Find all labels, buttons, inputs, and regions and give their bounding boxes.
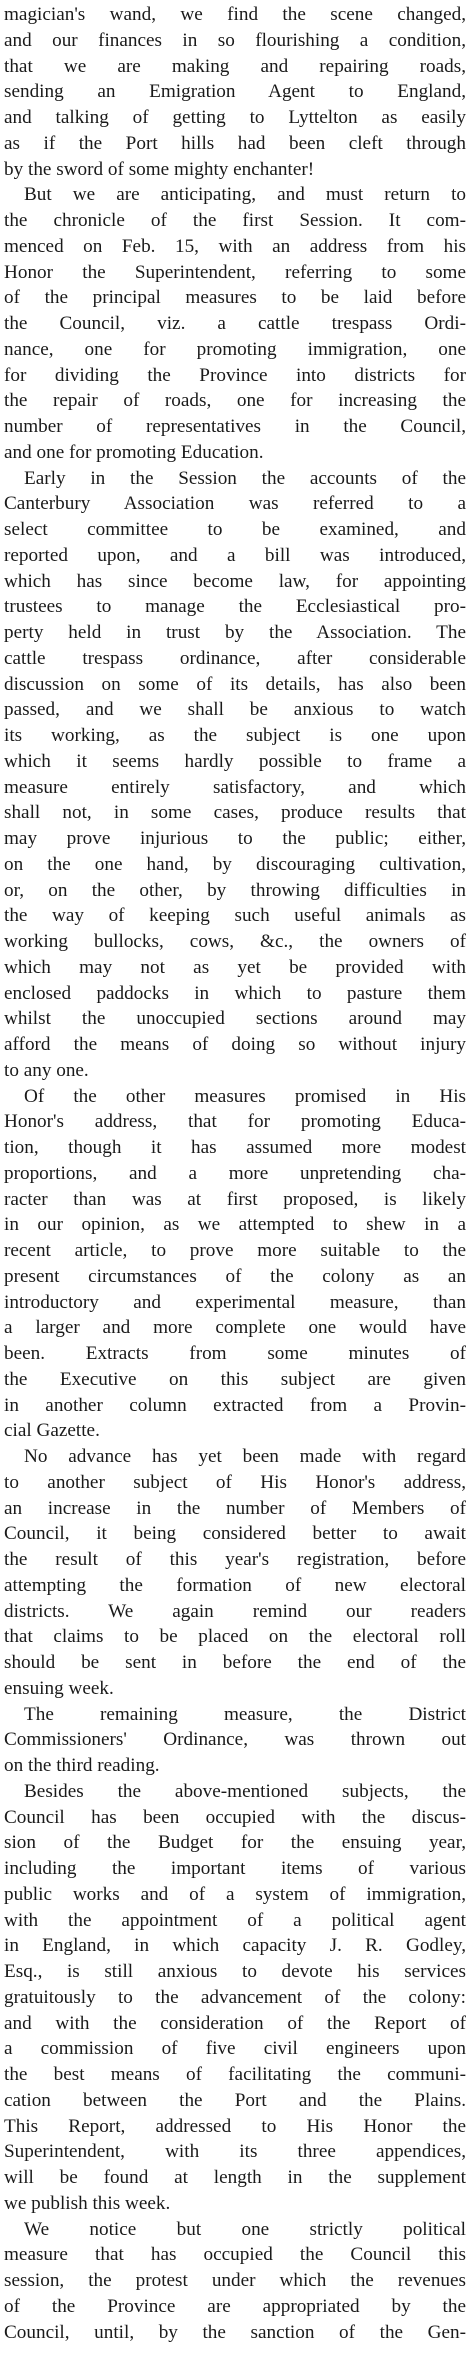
text-line: as if the Port hills had been cleft through bbox=[4, 132, 466, 154]
text-line: session, the protest under which the revenues bbox=[4, 2270, 466, 2291]
text-line: We notice but one strictly political bbox=[24, 2218, 466, 2240]
article-paragraph bbox=[4, 1084, 466, 1445]
text-line: number of representatives in the Council, bbox=[4, 416, 466, 437]
text-line: to another subject of His Honor's address, bbox=[4, 1471, 466, 1493]
text-line: cial Gazette. bbox=[4, 1420, 100, 1442]
text-line: which may not as yet be provided with bbox=[4, 956, 466, 978]
text-line: been. Extracts from some minutes of bbox=[4, 1343, 466, 1364]
text-line: the chronicle of the first Session. It com- bbox=[4, 210, 466, 231]
text-line: reported upon, and a bill was introduced, bbox=[4, 544, 466, 566]
text-line: afford the means of doing so without injury bbox=[4, 1034, 466, 1055]
text-line: No advance has yet been made with regard bbox=[24, 1446, 466, 1467]
text-line: Council, it being considered better to await bbox=[4, 1523, 466, 1545]
text-line: nance, one for promoting immigration, one bbox=[4, 338, 466, 360]
text-line: its working, as the subject is one upon bbox=[4, 725, 466, 746]
text-line: and our finances in so flourishing a condition, bbox=[4, 29, 466, 51]
text-line: passed, and we shall be anxious to watch bbox=[4, 699, 466, 721]
article-paragraph bbox=[4, 1702, 466, 1779]
text-line: Besides the above-mentioned subjects, the bbox=[24, 1780, 466, 1802]
text-line: on the one hand, by discouraging cultivation, bbox=[4, 853, 466, 875]
article-paragraph bbox=[4, 1779, 466, 2217]
text-line: the Executive on this subject are given bbox=[4, 1368, 466, 1390]
text-line: attempting the formation of new electoral bbox=[4, 1574, 466, 1596]
article-paragraph bbox=[4, 182, 466, 465]
text-line: that claims to be placed on the electoral roll bbox=[4, 1626, 466, 1648]
text-line: racter than was at first proposed, is likely bbox=[4, 1188, 466, 1210]
text-line: may prove injurious to the public; either, bbox=[4, 828, 466, 849]
text-line: which has since become law, for appointing bbox=[4, 570, 466, 592]
text-line: proportions, and a more unpretending cha- bbox=[4, 1162, 466, 1184]
text-line: recent article, to prove more suitable to the bbox=[4, 1240, 466, 1261]
text-line: for dividing the Province into districts for bbox=[4, 364, 466, 386]
text-line: present circumstances of the colony as an bbox=[4, 1265, 466, 1287]
text-line: measure that has occupied the Council this bbox=[4, 2244, 466, 2266]
text-line: the Council, viz. a cattle trespass Ordi- bbox=[4, 313, 466, 334]
text-line: and with the consideration of the Report of bbox=[4, 2012, 466, 2034]
text-line: public works and of a system of immigration, bbox=[4, 1883, 466, 1905]
text-line: This Report, addressed to His Honor the bbox=[4, 2115, 466, 2137]
text-line: an increase in the number of Members of bbox=[4, 1497, 466, 1519]
text-line: Early in the Session the accounts of the bbox=[24, 467, 466, 489]
text-line: gratuitously to the advancement of the colony: bbox=[4, 1986, 466, 2008]
text-line: Superintendent, with its three appendices, bbox=[4, 2141, 466, 2163]
text-line: which it seems hardly possible to frame a bbox=[4, 750, 466, 772]
text-line: introductory and experimental measure, than bbox=[4, 1291, 466, 1313]
text-line: the way of keeping such useful animals as bbox=[4, 905, 466, 927]
text-line: or, on the other, by throwing difficulties in bbox=[4, 879, 466, 901]
text-line: magician's wand, we find the scene changed, bbox=[4, 4, 466, 25]
text-line: menced on Feb. 15, with an address from his bbox=[4, 235, 466, 257]
text-line: sion of the Budget for the ensuing year, bbox=[4, 1832, 466, 1854]
article-paragraph bbox=[4, 1444, 466, 1702]
text-line: and one for promoting Education. bbox=[4, 441, 264, 463]
text-line: cation between the Port and the Plains. bbox=[4, 2089, 466, 2111]
text-line: trustees to manage the Ecclesiastical pro- bbox=[4, 596, 466, 618]
text-line: Commissioners' Ordinance, was thrown out bbox=[4, 1729, 466, 1751]
text-line: ensuing week. bbox=[4, 1677, 114, 1699]
text-line: Honor the Superintendent, referring to some bbox=[4, 261, 466, 283]
text-line: sending an Emigration Agent to England, bbox=[4, 81, 466, 103]
text-line: that we are making and repairing roads, bbox=[4, 55, 466, 77]
text-line: Canterbury Association was referred to a bbox=[4, 493, 466, 515]
article-paragraph bbox=[4, 2, 466, 182]
text-line: Esq., is still anxious to devote his services bbox=[4, 1961, 466, 1982]
text-line: on the third reading. bbox=[4, 1755, 160, 1776]
text-line: Honor's address, that for promoting Educa- bbox=[4, 1111, 466, 1133]
text-line: a larger and more complete one would have bbox=[4, 1317, 466, 1339]
text-line: Of the other measures promised in His bbox=[24, 1085, 466, 1107]
article-paragraph bbox=[4, 466, 466, 1084]
text-line: a commission of five civil engineers upon bbox=[4, 2038, 466, 2060]
text-line: and talking of getting to Lyttelton as easily bbox=[4, 107, 466, 128]
text-line: Council has been occupied with the discus- bbox=[4, 1806, 466, 1828]
text-line: in another column extracted from a Provin- bbox=[4, 1394, 466, 1416]
text-line: Council, until, by the sanction of the Gen- bbox=[4, 2321, 466, 2343]
text-line: But we are anticipating, and must return to bbox=[24, 184, 466, 206]
text-line: the repair of roads, one for increasing the bbox=[4, 390, 466, 412]
text-line: should be sent in before the end of the bbox=[4, 1652, 466, 1673]
text-line: with the appointment of a political agent bbox=[4, 1909, 466, 1931]
text-line: including the important items of various bbox=[4, 1858, 466, 1879]
text-line: of the principal measures to be laid before bbox=[4, 287, 466, 309]
text-line: by the sword of some mighty enchanter! bbox=[4, 158, 315, 180]
text-line: select committee to be examined, and bbox=[4, 519, 466, 540]
text-line: working bullocks, cows, &c., the owners of bbox=[4, 931, 466, 952]
text-line: to any one. bbox=[4, 1059, 89, 1081]
text-line: The remaining measure, the District bbox=[24, 1703, 466, 1725]
text-line: perty held in trust by the Association. The bbox=[4, 622, 466, 643]
text-line: of the Province are appropriated by the bbox=[4, 2295, 466, 2317]
text-line: we publish this week. bbox=[4, 2192, 171, 2214]
text-line: the result of this year's registration, before bbox=[4, 1549, 466, 1570]
article-paragraph bbox=[4, 2217, 466, 2346]
text-line: discussion on some of its details, has also been bbox=[4, 673, 466, 695]
text-line: in England, in which capacity J. R. Godley, bbox=[4, 1935, 466, 1957]
text-line: in our opinion, as we attempted to shew in a bbox=[4, 1214, 466, 1236]
text-line: will be found at length in the supplement bbox=[4, 2167, 466, 2188]
text-line: the best means of facilitating the communi- bbox=[4, 2064, 466, 2085]
text-line: whilst the unoccupied sections around may bbox=[4, 1008, 466, 1030]
article-column bbox=[4, 2, 466, 2345]
text-line: enclosed paddocks in which to pasture them bbox=[4, 982, 466, 1004]
text-line: districts. We again remind our readers bbox=[4, 1600, 466, 1622]
text-line: shall not, in some cases, produce results that bbox=[4, 802, 466, 824]
text-line: tion, though it has assumed more modest bbox=[4, 1137, 466, 1158]
text-line: measure entirely satisfactory, and which bbox=[4, 776, 466, 798]
text-line: cattle trespass ordinance, after considerable bbox=[4, 647, 466, 669]
